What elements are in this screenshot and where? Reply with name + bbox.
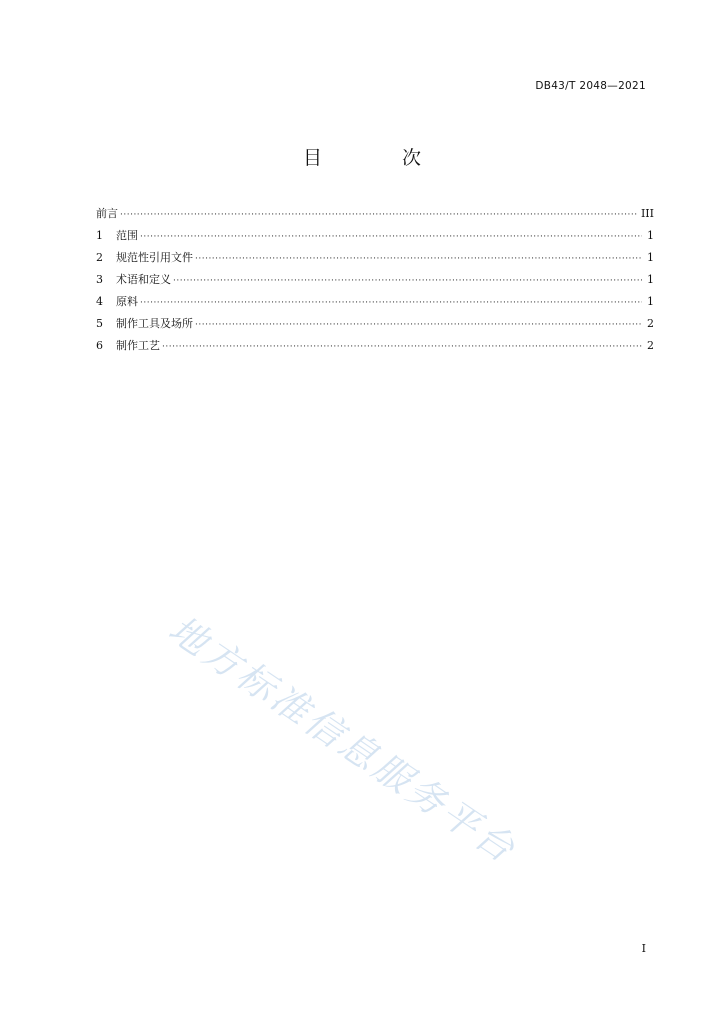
toc-entry-title: 术语和定义 [116, 273, 171, 286]
toc-entry-title: 制作工具及场所 [116, 317, 193, 330]
page-number: I [641, 942, 646, 955]
toc-entry-terms-definitions[interactable] [96, 271, 654, 293]
watermark: 地方标准信息服务平台 [160, 607, 525, 873]
toc-entry-title: 制作工艺 [116, 339, 160, 352]
toc-entry-number: 5 [96, 317, 103, 330]
toc-entry-page: 2 [647, 317, 654, 330]
toc-leader-dots [140, 298, 642, 308]
toc-entry-page: 1 [647, 273, 654, 286]
toc-entry-title: 前言 [96, 207, 118, 220]
toc-entry-page: 1 [647, 251, 654, 264]
toc-entry-title: 范围 [116, 229, 138, 242]
toc-entry-title: 规范性引用文件 [116, 251, 193, 264]
toc-leader-dots [195, 320, 642, 330]
toc-entry-number: 6 [96, 339, 103, 352]
toc-entry-number: 4 [96, 295, 103, 308]
toc-entry-page: 1 [647, 295, 654, 308]
toc-entry-number: 1 [96, 229, 103, 242]
toc-entry-page: 2 [647, 339, 654, 352]
standard-code: DB43/T 2048—2021 [535, 80, 646, 92]
toc-entry-page: 1 [647, 229, 654, 242]
toc-title: 目 次 [302, 147, 459, 169]
toc-leader-dots [120, 210, 637, 220]
toc-leader-dots [140, 232, 642, 242]
toc-leader-dots [173, 276, 642, 286]
toc-entry-number: 2 [96, 251, 103, 264]
toc-entry-raw-materials[interactable] [96, 293, 654, 315]
table-of-contents [96, 205, 654, 359]
toc-leader-dots [195, 254, 642, 264]
toc-entry-tools-premises[interactable] [96, 315, 654, 337]
toc-leader-dots [162, 342, 642, 352]
toc-entry-number: 3 [96, 273, 103, 286]
toc-entry-foreword[interactable] [96, 205, 654, 227]
toc-entry-process[interactable] [96, 337, 654, 359]
toc-entry-normative-references[interactable] [96, 249, 654, 271]
toc-entry-title: 原料 [116, 295, 138, 308]
toc-entry-page: III [640, 207, 654, 220]
toc-entry-scope[interactable] [96, 227, 654, 249]
